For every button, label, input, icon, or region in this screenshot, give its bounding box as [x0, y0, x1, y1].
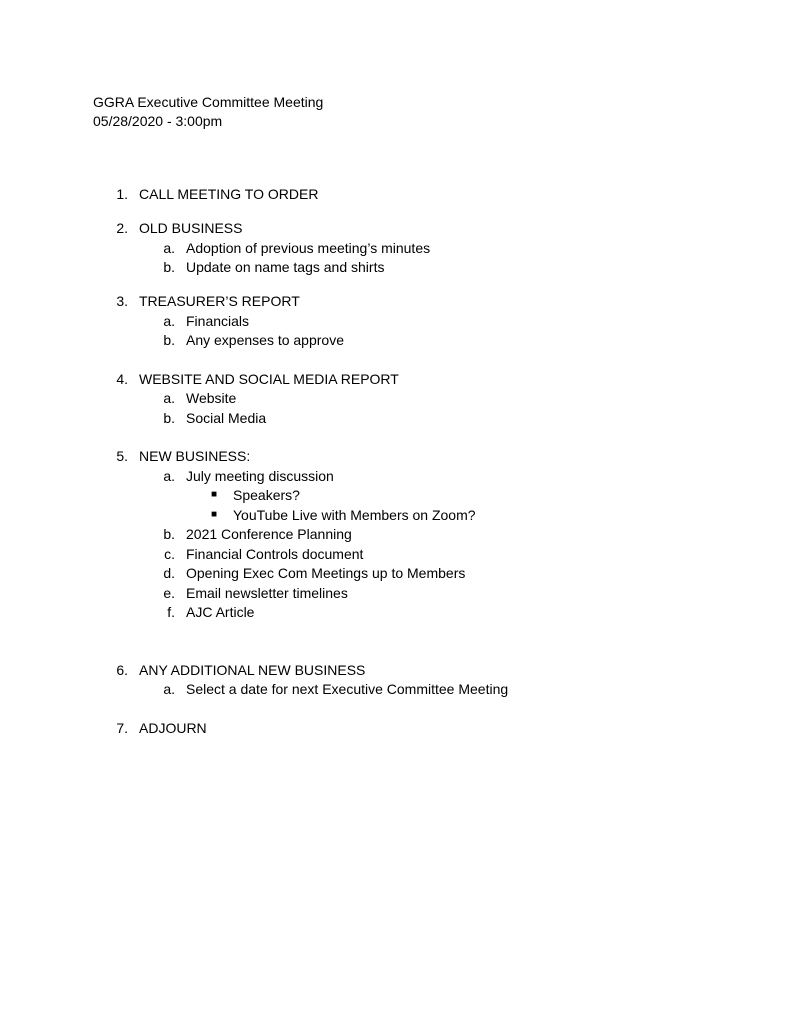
- subitem-label: Social Media: [186, 410, 267, 426]
- agenda-item-number: 1.: [116, 186, 128, 202]
- subitem-letter: b.: [163, 526, 175, 542]
- agenda-item-number: 5.: [116, 448, 128, 464]
- agenda-item-label: TREASURER’S REPORT: [139, 293, 300, 309]
- subitem-letter: e.: [163, 585, 175, 601]
- subitem-letter: a.: [163, 390, 175, 406]
- subitem-letter: c.: [164, 546, 175, 562]
- bullet-label: Speakers?: [233, 487, 300, 503]
- subitem-letter: a.: [163, 240, 175, 256]
- subitem-letter: f.: [167, 604, 175, 620]
- subitem-letter: a.: [163, 681, 175, 697]
- agenda-item-label: ADJOURN: [139, 720, 207, 736]
- agenda-item-label: WEBSITE AND SOCIAL MEDIA REPORT: [139, 371, 399, 387]
- agenda-item-number: 6.: [116, 662, 128, 678]
- subitem-label: Select a date for next Executive Committee Meeting: [186, 681, 509, 697]
- square-bullet-icon: ■: [211, 509, 218, 520]
- subitem-letter: b.: [163, 259, 175, 275]
- document-title: GGRA Executive Committee Meeting: [93, 94, 324, 110]
- subitem-letter: a.: [163, 468, 175, 484]
- agenda-item-number: 7.: [116, 720, 128, 736]
- agenda-item-label: CALL MEETING TO ORDER: [139, 186, 319, 202]
- subitem-label: Update on name tags and shirts: [186, 259, 385, 275]
- subitem-label: Adoption of previous meeting’s minutes: [186, 240, 431, 256]
- subitem-letter: d.: [163, 565, 175, 581]
- subitem-label: Email newsletter timelines: [186, 585, 348, 601]
- subitem-label: Opening Exec Com Meetings up to Members: [186, 565, 466, 581]
- subitem-letter: b.: [163, 410, 175, 426]
- subitem-label: Financial Controls document: [186, 546, 364, 562]
- agenda-item-number: 3.: [116, 293, 128, 309]
- agenda-item-number: 4.: [116, 371, 128, 387]
- subitem-label: July meeting discussion: [186, 468, 334, 484]
- subitem-letter: a.: [163, 313, 175, 329]
- subitem-label: Financials: [186, 313, 250, 329]
- subitem-label: Website: [186, 390, 237, 406]
- meeting-datetime: 05/28/2020 - 3:00pm: [93, 113, 223, 129]
- subitem-label: 2021 Conference Planning: [186, 526, 352, 542]
- subitem-letter: b.: [163, 332, 175, 348]
- agenda-item-label: OLD BUSINESS: [139, 220, 243, 236]
- agenda-item-label: NEW BUSINESS:: [139, 448, 251, 464]
- agenda-item-number: 2.: [116, 220, 128, 236]
- subitem-label: AJC Article: [186, 604, 255, 620]
- bullet-label: YouTube Live with Members on Zoom?: [233, 507, 476, 523]
- subitem-label: Any expenses to approve: [186, 332, 344, 348]
- square-bullet-icon: ■: [211, 489, 218, 500]
- agenda-item-label: ANY ADDITIONAL NEW BUSINESS: [139, 662, 366, 678]
